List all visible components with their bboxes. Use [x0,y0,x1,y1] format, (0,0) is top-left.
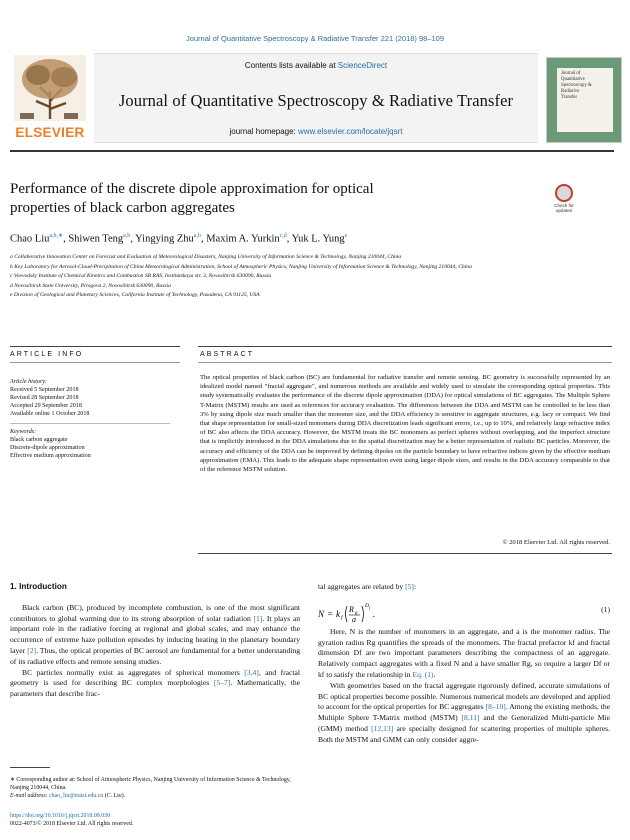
citation-link[interactable]: [5] [405,582,414,591]
cover-title: Journal of Quantitative Spectroscopy & Radiative Transfer [557,68,613,132]
affiliation: e Division of Geological and Planetary Sciences, California Institute of Technology, Pasadena, CA 91125, USA [10,292,260,298]
info-subdivider [10,362,180,363]
author-affil-marks[interactable]: a,b [123,233,131,239]
citation-link[interactable]: [2] [27,645,37,655]
keyword[interactable]: Effective medium approximation [10,453,91,459]
citation-link[interactable]: [3,4] [244,667,259,677]
svg-text:a: a [352,614,356,624]
svg-text:g: g [355,610,358,616]
homepage-line: journal homepage: www.elsevier.com/locate/jqsrt [229,127,403,136]
svg-text:k: k [336,608,340,619]
keyword[interactable]: Black carbon aggregate [10,437,68,443]
masthead [10,53,622,145]
contents-line: Contents lists available at ScienceDirect [244,61,388,70]
svg-text:f: f [369,604,371,610]
issn-line: 0022-4073/© 2018 Elsevier Ltd. All rights reserved. [10,821,134,827]
svg-text:D: D [365,602,369,609]
affiliation: d Novosibirsk State University, Pirogova 2, Novosibirsk 630090, Russia [10,282,171,289]
affiliations [10,253,525,301]
sciencedirect-link[interactable]: ScienceDirect [337,61,388,70]
article-info [10,378,170,460]
paragraph: tal aggregates are related by [5]: [318,582,417,591]
check-updates-label: Check for updates [554,203,574,214]
citation-link[interactable]: [8,11] [461,713,480,723]
abstract-subdivider [198,362,612,363]
abstract-label: ABSTRACT [200,351,255,358]
paragraph: Black carbon (BC), produced by incomplete combustion, is one of the most significant contributors to global warming due to its strong absorption of solar radiation [1]. It plays an important role in the radiative forcing at regional and global scales, and may enhance the occurrence of extreme haze pollution episodes by inducing heating in the planetary boundary layer [2]. Thus, the optical properties of BC aerosol are fundamental for a better understanding of its radiative effects and remote sensing studies. [10,602,300,666]
check-for-updates-button[interactable] [547,182,581,218]
abstract-text: The optical properties of black carbon (BC) are fundamental for radiative transfer and remote sensing. BC geometry is successfully represented by an idealized model named "fractal aggregate", and numerous methods are available and widely used to simulate the corresponding optical properties. This study systematically evaluates the performance of the discrete dipole approximation (DDA) for optical simulations of BC aggregates. The Multiple Sphere T-Matrix (MSTM) results are used as references for accuracy evaluation. The differences between the DDA and MSTM can be controlled to be less than 3% by using dipole size much smaller than the monomer size, and the DDA efficiency is sensitive to aggregate structures, e.g. lacy or compact. We find that shape representation for small-sized monomers during DDA discretization leads significant errors, i.e., up to 10%, and relatively large refractive index of BC also affects the DDA accuracy. However, the MSTM treats the BC monomers as perfect spheres without overlapping, and the imperfect structure that is implicitly introduced in the DDA simulations due to the spatial discretization may be a better representation of realistic BC particles. Moreover, the accuracy and efficiency of the DDA can be improved by defining dipoles on the particle boundary to have refractive indices given by the effective medium approximation (EMA). This leads to the adequate shape representation even using larger dipole sizes, and results in the DDA accuracy comparable to that of the reference MSTM solution. [200,374,610,474]
paragraph: BC particles normally exist as aggregates of spherical monomers [3,4], and fractal geometry is used for describing BC complex morphologies [5–7]. Mathematically, the parameters that describe frac- [10,667,301,699]
section-heading: 1. Introduction [10,582,67,591]
author-affil-marks[interactable]: a,b,∗ [49,233,64,239]
author-name[interactable]: Shiwen Teng [68,233,124,245]
email-line: E-mail address: chao_liu@nuist.edu.cn (C. Liu). [10,793,126,799]
keywords-heading: Keywords: [10,429,37,435]
elsevier-wordmark: ELSEVIER [15,125,85,140]
keyword[interactable]: Discrete-dipole approximation [10,445,85,451]
keywords-divider [10,423,170,424]
article-info-label: ARTICLE INFO [10,351,84,358]
doi-block [10,812,310,828]
abstract-end-divider [198,553,612,554]
history-item: Accepted 29 September 2018 [10,403,82,409]
masthead-divider [10,150,614,152]
body-column-right [318,582,610,746]
affiliation: b Key Laboratory for Aerosol-Cloud-Precipitation of China Meteorological Administration, School of Atmospheric Physics, Nanjing University of Information Science & Technology, Nanjing 210044, China [10,263,472,270]
history-item: Received 5 September 2018 [10,387,79,393]
equation-link[interactable]: Eq. (1) [412,669,434,679]
history-heading: Article history: [10,379,48,385]
paragraph: With geometries based on the fractal aggregate rigorously defined, accurate simulations of BC optical properties become possible. Numerous numerical models are developed and applied to account for the optical properties for BC aggregates [8–10]. Among the existing methods, the Multiple Sphere T-Matrix method (MSTM) [8,11] and the Generalized Multi-particle Mie (GMM) method [12,13] are specially designed for scattering properties of multiple spheres. Both the MSTM and GMM can only consider aggre- [318,680,611,744]
running-head[interactable]: Journal of Quantitative Spectroscopy & Radiative Transfer 221 (2018) 98–109 [185,34,445,43]
paragraph: Here, N is the number of monomers in an aggregate, and a is the monomer radius. The gyration radius Rg quantifies the spreads of the monomers. The fractal prefactor kf and fractal dimension Df are two important parameters describing the compactness of an aggregate. Relatively compact aggregates with a fixed N and a have smaller Rg, so require a larger Df or kf to satisfy the relationship in Eq. (1). [318,626,610,679]
author-affil-marks[interactable]: c,d [279,233,287,239]
journal-homepage-link[interactable]: www.elsevier.com/locate/jqsrt [298,127,403,136]
corresponding-author-note: ∗ Corresponding author at: School of Atmospheric Physics, Nanjing University of Information Science & Technology, Nanjing 210044, China. [10,777,291,791]
footnote-divider [10,767,50,768]
citation-link[interactable]: [8–10] [485,702,506,712]
history-item: Available online 1 October 2018 [10,411,90,417]
svg-text:.: . [373,608,376,619]
journal-title: Journal of Quantitative Spectroscopy & Radiative Transfer [118,91,514,110]
citation-link[interactable]: [12,13] [371,723,394,733]
abstract-divider [198,346,612,347]
affiliation: a Collaborative Innovation Center on Forecast and Evaluation of Meteorological Disasters, Nanjing University of Information Science & Technology, Nanjing 210044, China [10,254,402,260]
citation-link[interactable]: [1] [253,613,263,623]
check-updates-icon [555,184,573,202]
author-name[interactable]: Maxim A. Yurkin [206,233,280,245]
journal-cover-image [546,57,622,143]
author-name[interactable]: Yingying Zhu [135,233,194,245]
body-column-left [10,582,300,700]
svg-text:f: f [341,614,343,621]
journal-banner [94,53,538,143]
author-affil-marks[interactable]: e [344,233,348,239]
history-item: Revised 28 September 2018 [10,395,79,401]
svg-text:R: R [349,604,354,614]
author-name[interactable]: Yuk L. Yung [291,233,345,245]
email-link[interactable]: chao_liu@nuist.edu.cn [49,793,104,799]
svg-text:=: = [327,608,334,619]
svg-text:N: N [318,608,325,619]
equation-number: (1) [601,604,610,614]
citation-link[interactable]: [5–7] [213,678,231,688]
abstract-copyright: © 2018 Elsevier Ltd. All rights reserved. [502,539,610,546]
info-divider [10,346,180,347]
author-affil-marks[interactable]: a,b [193,233,201,239]
author-name[interactable]: Chao Liu [10,233,50,245]
article-title: Performance of the discrete dipole approximation for optical properties of black carbon aggregates [10,181,374,216]
footnote [10,776,300,800]
equation-1 [318,595,610,623]
author-list: Chao Liu$^{a,b,∗}$, Shiwen Teng$^{a,b}$, Yingying Zhu$^{a,b}$, Maxim A. Yurkin$^{c,d}$, Yuk L. Yung$^e$ [10,233,348,245]
affiliation: c Voevodsky Institute of Chemical Kinetics and Combustion SB RAS, Institutskaya str. 3, Novosibirsk 630090, Russia [10,273,272,279]
doi-link[interactable]: https://doi.org/10.1016/j.jqsrt.2018.09.030 [10,813,111,819]
equation-formula [318,601,408,625]
